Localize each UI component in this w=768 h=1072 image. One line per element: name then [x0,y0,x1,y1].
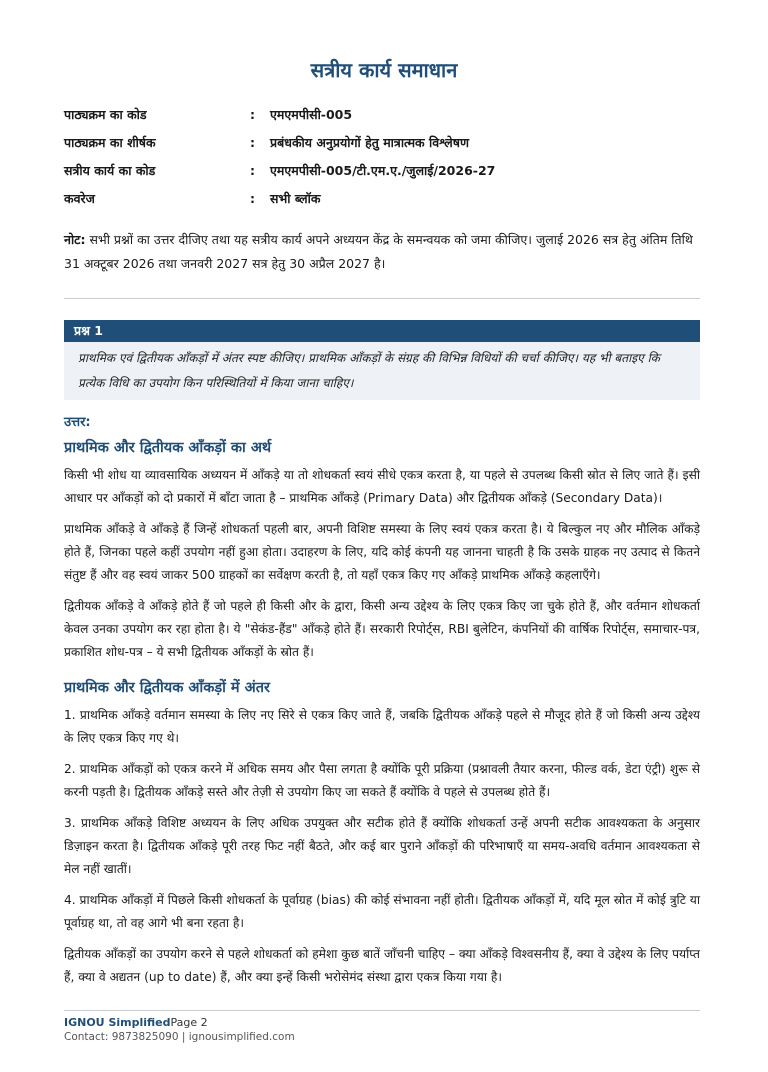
meta-label: पाठ्यक्रम का कोड [64,106,147,122]
note-text: सभी प्रश्नों का उत्तर दीजिए तथा यह सत्रीय कार्य अपने अध्ययन केंद्र के समन्वयक को जमा कीजिए। जुलाई 2026 सत्र हेतु अंतिम तिथि 31 अक्टूबर 2026 तथा जनवरी 2027 सत्र हेतु 30 अप्रैल 2027 है। [64,232,693,271]
meta-value: एमएमपीसी-005/टी.एम.ए./जुलाई/2026-27 [270,162,496,178]
course-meta-table [64,100,704,212]
section-heading-differences: प्राथमिक और द्वितीयक आँकड़ों में अंतर [64,680,270,696]
paragraph: प्राथमिक आँकड़े वे आँकड़े हैं जिन्हें शोधकर्ता पहली बार, अपनी विशिष्ट समस्या के लिए स्वयं एकत्र करता है। ये बिल्कुल नए और मौलिक आँकड़े होते हैं, जिनका पहले कहीं उपयोग नहीं हुआ होता। उदाहरण के लिए, यदि कोई कंपनी यह जानना चाहती है कि उसके ग्राहक नए उत्पाद से कितने संतुष्ट हैं और वह स्वयं जाकर 500 ग्राहकों का सर्वेक्षण करती है, तो यहाँ एकत्र किए गए आँकड़े प्राथमिक आँकड़े कहलाएँगे। [64,522,700,582]
footer-page-number: Page 2 [170,1016,208,1029]
difference-point: 3. प्राथमिक आँकड़े विशिष्ट अध्ययन के लिए अधिक उपयुक्त और सटीक होते हैं क्योंकि शोधकर्ता उन्हें अपनी सटीक आवश्यकता के अनुसार डिज़ाइन करता है। द्वितीयक आँकड़े पूरी तरह फिट नहीं बैठते, और कई बार पुराने आँकड़ों की परिभाषाएँ या समय-अवधि वर्तमान आवश्यकता से मेल नहीं खातीं। [64,816,700,876]
meta-row-coverage [64,184,704,212]
meta-label: पाठ्यक्रम का शीर्षक [64,134,156,150]
meta-separator: : [250,162,255,178]
meta-separator: : [250,134,255,150]
answer-label: उत्तर: [64,415,91,430]
footer-brand-line [64,1016,208,1029]
footer-divider [64,1010,700,1011]
footer-contact: Contact: 9873825090 | ignousimplified.com [64,1031,295,1043]
divider [64,298,700,299]
footer-brand: IGNOU Simplified [64,1016,171,1029]
meta-separator: : [250,106,255,122]
paragraph: किसी भी शोध या व्यावसायिक अध्ययन में आँकड़े या तो शोधकर्ता स्वयं सीधे एकत्र करता है, या पहले से उपलब्ध किसी स्रोत से लिए जाते हैं। इसी आधार पर आँकड़ों को दो प्रकारों में बाँटा जाता है – प्राथमिक आँकड़े (Primary Data) और द्वितीयक आँकड़े (Secondary Data)। [64,468,700,505]
meta-value: सभी ब्लॉक [270,190,321,206]
question-heading: प्रश्न 1 [64,320,700,342]
instruction-note [64,228,704,276]
meta-value: प्रबंधकीय अनुप्रयोगों हेतु मात्रात्मक विश्लेषण [270,134,470,150]
note-label: नोट: [64,232,86,247]
meta-label: कवरेज [64,190,95,206]
meta-row-course-code [64,100,704,128]
meta-value: एमएमपीसी-005 [270,106,353,122]
meta-label: सत्रीय कार्य का कोड [64,162,156,178]
section-heading-meaning: प्राथमिक और द्वितीयक आँकड़ों का अर्थ [64,440,272,456]
paragraph: द्वितीयक आँकड़े वे आँकड़े होते हैं जो पहले ही किसी और के द्वारा, किसी अन्य उद्देश्य के लिए एकत्र किए जा चुके होते हैं, और वर्तमान शोधकर्ता केवल उनका उपयोग कर रहा होता है। ये "सेकंड-हैंड" आँकड़े होते हैं। सरकारी रिपोर्ट्स, RBI बुलेटिन, कंपनियों की वार्षिक रिपोर्ट्स, समाचार-पत्र, प्रकाशित शोध-पत्र – ये सभी द्वितीयक आँकड़ों के स्रोत हैं। [64,599,700,659]
difference-point: 1. प्राथमिक आँकड़े वर्तमान समस्या के लिए नए सिरे से एकत्र किए जाते हैं, जबकि द्वितीयक आँकड़े पहले से मौजूद होते हैं जो किसी अन्य उद्देश्य के लिए एकत्र किए गए थे। [64,708,700,745]
difference-point: 4. प्राथमिक आँकड़ों में पिछले किसी शोधकर्ता के पूर्वाग्रह (bias) की कोई संभावना नहीं होती। द्वितीयक आँकड़ों में, यदि मूल स्रोत में कोई त्रुटि या पूर्वाग्रह था, तो वह आगे भी बना रहता है। [64,893,700,930]
question-text: प्राथमिक एवं द्वितीयक आँकड़ों में अंतर स्पष्ट कीजिए। प्राथमिक आँकड़ों के संग्रह की विभिन्न विधियों की चर्चा कीजिए। यह भी बताइए कि प्रत्येक विधि का उपयोग किन परिस्थितियों में किया जाना चाहिए। [64,342,700,400]
meta-row-assignment-code [64,156,704,184]
answer-content [64,436,700,997]
closing-paragraph: द्वितीयक आँकड़ों का उपयोग करने से पहले शोधकर्ता को हमेशा कुछ बातें जाँचनी चाहिए – क्या आँकड़े विश्वसनीय हैं, क्या वे उद्देश्य के लिए पर्याप्त हैं, क्या वे अद्यतन (up to date) हैं, और क्या इन्हें किसी भरोसेमंद संस्था द्वारा एकत्र किया गया है। [64,947,700,984]
meta-separator: : [250,190,255,206]
meta-row-course-title [64,128,704,156]
difference-point: 2. प्राथमिक आँकड़ों को एकत्र करने में अधिक समय और पैसा लगता है क्योंकि पूरी प्रक्रिया (प्रश्नावली तैयार करना, फील्ड वर्क, डेटा एंट्री) शुरू से करनी पड़ती है। द्वितीयक आँकड़े सस्ते और तेज़ी से उपयोग किए जा सकते हैं क्योंकि वे पहले से उपलब्ध होते हैं। [64,762,700,799]
page-title: सत्रीय कार्य समाधान [310,58,458,82]
